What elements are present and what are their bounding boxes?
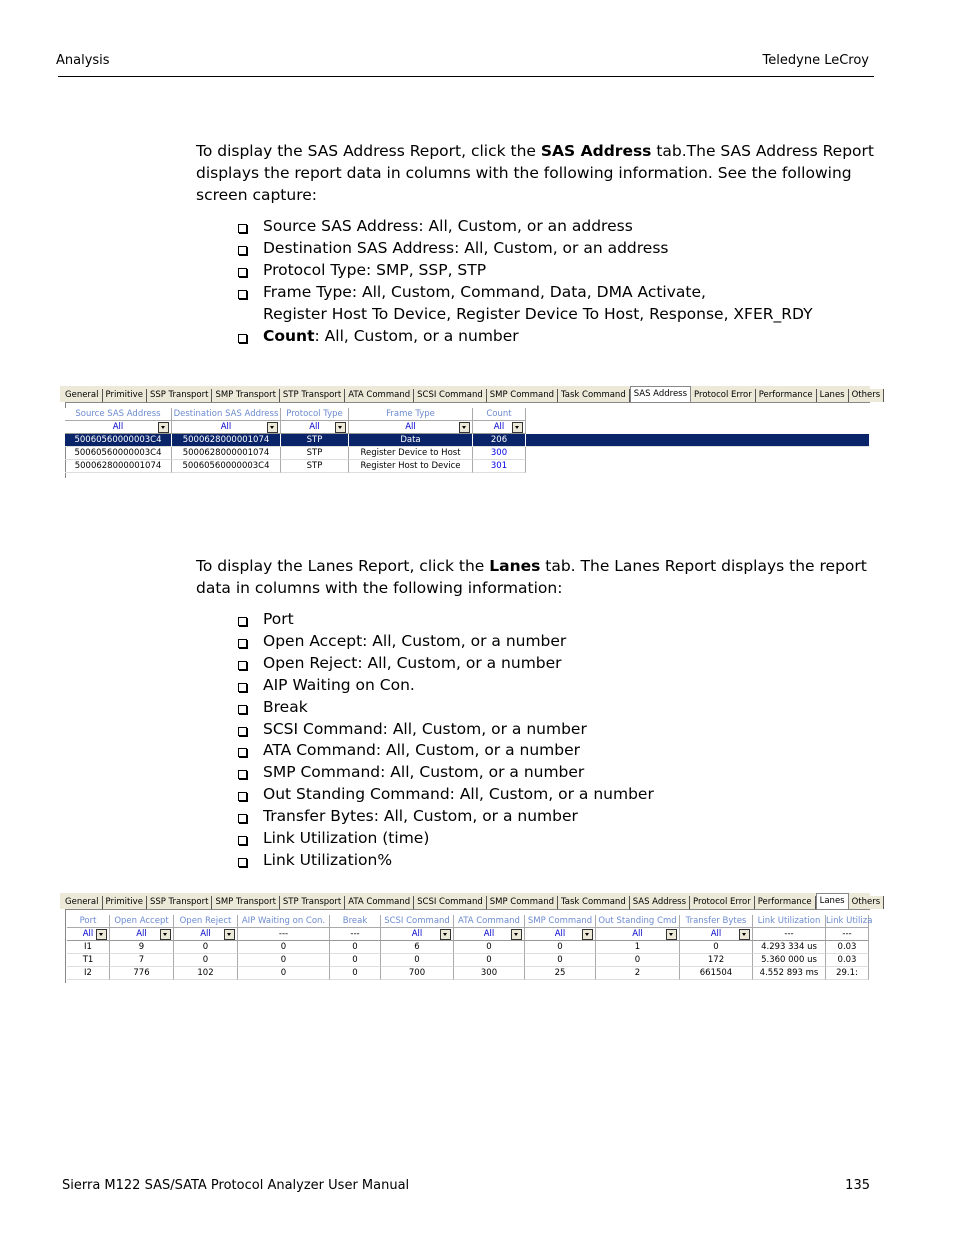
tab-task-command[interactable]: Task Command — [558, 896, 630, 909]
tab-performance[interactable]: Performance — [756, 389, 817, 402]
column-header[interactable]: Break — [330, 915, 381, 928]
chevron-down-icon[interactable] — [224, 929, 235, 940]
table-cell: 5000628000001074 — [172, 447, 281, 460]
tab-performance[interactable]: Performance — [755, 896, 816, 909]
table-cell: Data — [349, 434, 473, 447]
grid-filter-row — [67, 928, 870, 941]
table-cell: 0 — [525, 941, 596, 954]
table-row[interactable] — [65, 434, 870, 447]
row-fill — [526, 434, 870, 447]
column-filter[interactable] — [525, 928, 596, 941]
filter-value: All — [483, 929, 495, 939]
list-item: Open Accept: All, Custom, or a number — [236, 631, 654, 653]
column-filter[interactable] — [174, 928, 238, 941]
tab-stp-transport[interactable]: STP Transport — [280, 896, 345, 909]
filter-value: All — [710, 929, 722, 939]
column-header[interactable]: Count — [473, 408, 526, 421]
table-cell: 4.552 893 ms — [753, 967, 826, 980]
table-cell: 300 — [473, 447, 526, 460]
column-header[interactable]: Open Accept — [110, 915, 174, 928]
list-item: SMP Command: All, Custom, or a number — [236, 762, 654, 784]
list-item: Link Utilization (time) — [236, 828, 654, 850]
column-header[interactable]: Open Reject — [174, 915, 238, 928]
table-row[interactable] — [65, 460, 870, 473]
tab-general[interactable]: General — [62, 389, 103, 402]
column-filter[interactable] — [381, 928, 454, 941]
filter-value: All — [632, 929, 643, 939]
column-header[interactable]: ATA Command — [454, 915, 525, 928]
table-cell: 6 — [381, 941, 454, 954]
chevron-down-icon[interactable] — [267, 422, 278, 433]
list-item: Frame Type: All, Custom, Command, Data, DMA Activate, — [236, 282, 813, 304]
tab-smp-command[interactable]: SMP Command — [487, 896, 558, 909]
tab-ata-command[interactable]: ATA Command — [345, 389, 414, 402]
tab-sas-address[interactable]: SAS Address — [630, 386, 691, 402]
column-filter[interactable] — [596, 928, 680, 941]
chevron-down-icon[interactable] — [582, 929, 593, 940]
sas-address-report-screenshot — [60, 386, 881, 478]
table-cell: 29.1: — [826, 967, 869, 980]
column-header[interactable]: SCSI Command — [381, 915, 454, 928]
list-item: Open Reject: All, Custom, or a number — [236, 653, 654, 675]
column-header[interactable]: Source SAS Address — [65, 408, 172, 421]
chevron-down-icon[interactable] — [512, 422, 523, 433]
table-cell: 102 — [174, 967, 238, 980]
table-cell: 0 — [238, 941, 330, 954]
table-cell: I1 — [67, 941, 110, 954]
table-cell: STP — [281, 447, 349, 460]
chevron-down-icon[interactable] — [459, 422, 470, 433]
column-header[interactable]: Transfer Bytes — [680, 915, 753, 928]
table-cell: 661504 — [680, 967, 753, 980]
tab-smp-transport[interactable]: SMP Transport — [212, 389, 279, 402]
filter-value: All — [112, 422, 124, 432]
table-cell: 0 — [454, 954, 525, 967]
sas-address-grid — [65, 408, 870, 473]
lanes-bullet-list — [236, 609, 654, 872]
table-cell: 0 — [238, 954, 330, 967]
header-right: Teledyne LeCroy — [762, 53, 869, 68]
column-filter[interactable] — [110, 928, 174, 941]
tab-primitive[interactable]: Primitive — [103, 896, 147, 909]
table-cell: 50060560000003C4 — [172, 460, 281, 473]
column-header[interactable]: SMP Command — [525, 915, 596, 928]
tab-ata-command[interactable]: ATA Command — [345, 896, 414, 909]
column-filter[interactable] — [753, 928, 826, 941]
filter-value: --- — [784, 929, 794, 939]
column-header[interactable]: Out Standing Cmd — [596, 915, 680, 928]
table-cell: 700 — [381, 967, 454, 980]
filter-value: --- — [842, 929, 852, 939]
column-filter[interactable] — [680, 928, 753, 941]
tab-smp-command[interactable]: SMP Command — [487, 389, 558, 402]
list-item: Out Standing Command: All, Custom, or a number — [236, 784, 654, 806]
tab-sas-address[interactable]: SAS Address — [630, 896, 690, 909]
table-cell: 0 — [330, 967, 381, 980]
filter-value: All — [82, 929, 94, 939]
sas-intro: To display the SAS Address Report, click the SAS Address tab.The SAS Address Report displays the report data in columns with the following information. See the following screen capture: — [196, 142, 874, 204]
table-cell: Register Device to Host — [349, 447, 473, 460]
table-cell: 0 — [238, 967, 330, 980]
footer-title: Sierra M122 SAS/SATA Protocol Analyzer User Manual — [62, 1178, 410, 1193]
tab-protocol-error[interactable]: Protocol Error — [690, 896, 755, 909]
list-item: Count: All, Custom, or a number — [236, 326, 813, 348]
list-item: Break — [236, 697, 654, 719]
table-row[interactable] — [67, 954, 870, 967]
table-row[interactable] — [67, 967, 870, 980]
column-header[interactable]: Link Utilization — [753, 915, 826, 928]
header-left: Analysis — [56, 53, 110, 68]
table-cell: 0 — [330, 941, 381, 954]
filter-value: All — [220, 422, 232, 432]
table-cell: STP — [281, 460, 349, 473]
lanes-intro: To display the Lanes Report, click the Lanes tab. The Lanes Report displays the report data in columns with the following information: — [196, 557, 867, 597]
table-cell: 5.360 000 us — [753, 954, 826, 967]
filter-value: All — [309, 422, 320, 432]
list-item: Port — [236, 609, 654, 631]
tab-primitive[interactable]: Primitive — [103, 389, 147, 402]
table-cell: 206 — [473, 434, 526, 447]
table-cell: 4.293 334 us — [753, 941, 826, 954]
table-cell: Register Host to Device — [349, 460, 473, 473]
table-cell: 300 — [454, 967, 525, 980]
table-cell: 50060560000003C4 — [65, 447, 172, 460]
table-cell: 5000628000001074 — [65, 460, 172, 473]
chevron-down-icon[interactable] — [158, 422, 169, 433]
filter-value: --- — [350, 929, 360, 939]
table-cell: 172 — [680, 954, 753, 967]
table-cell: 0 — [525, 954, 596, 967]
grid-header-row — [65, 408, 870, 421]
list-item: Transfer Bytes: All, Custom, or a number — [236, 806, 654, 828]
column-filter[interactable] — [330, 928, 381, 941]
table-cell: 0 — [174, 954, 238, 967]
tab-lanes[interactable]: Lanes — [816, 893, 849, 909]
list-item: Source SAS Address: All, Custom, or an address — [236, 216, 813, 238]
table-cell: I2 — [67, 967, 110, 980]
list-item: AIP Waiting on Con. — [236, 675, 654, 697]
tab-ssp-transport[interactable]: SSP Transport — [147, 896, 213, 909]
chevron-down-icon[interactable] — [96, 929, 107, 940]
filter-value: All — [136, 929, 147, 939]
list-item: Link Utilization% — [236, 850, 654, 872]
table-cell: 0 — [596, 954, 680, 967]
column-filter[interactable] — [281, 421, 349, 434]
grid-filter-row — [65, 421, 870, 434]
tab-ssp-transport[interactable]: SSP Transport — [147, 389, 213, 402]
table-cell: STP — [281, 434, 349, 447]
table-row[interactable] — [65, 447, 870, 460]
column-filter[interactable] — [238, 928, 330, 941]
table-cell: 0.03 — [826, 941, 869, 954]
table-row[interactable] — [67, 941, 870, 954]
table-cell: 1 — [596, 941, 680, 954]
chevron-down-icon[interactable] — [511, 929, 522, 940]
table-cell: 0 — [381, 954, 454, 967]
chevron-down-icon[interactable] — [666, 929, 677, 940]
table-cell: 0.03 — [826, 954, 869, 967]
column-header[interactable]: Protocol Type — [281, 408, 349, 421]
column-header[interactable]: Destination SAS Address — [172, 408, 281, 421]
sas-bullet-list — [236, 216, 813, 347]
table-cell: 50060560000003C4 — [65, 434, 172, 447]
table-cell: 9 — [110, 941, 174, 954]
tab-task-command[interactable]: Task Command — [558, 389, 630, 402]
tab-general[interactable]: General — [62, 896, 103, 909]
chevron-down-icon[interactable] — [440, 929, 451, 940]
lanes-grid — [67, 915, 873, 980]
filter-value: All — [411, 929, 423, 939]
tab-protocol-error[interactable]: Protocol Error — [691, 389, 756, 402]
filter-value: All — [405, 422, 416, 432]
table-cell: 0 — [454, 941, 525, 954]
column-filter[interactable] — [454, 928, 525, 941]
table-cell: 776 — [110, 967, 174, 980]
tab-others[interactable]: Others — [849, 389, 885, 402]
filter-value: All — [493, 422, 505, 432]
table-cell: 0 — [330, 954, 381, 967]
filter-value: All — [554, 929, 566, 939]
list-item-continuation: Register Host To Device, Register Device To Host, Response, XFER_RDY — [263, 304, 813, 323]
report-tab-bar — [60, 386, 881, 403]
list-item: SCSI Command: All, Custom, or a number — [236, 719, 654, 741]
report-tab-bar — [60, 893, 881, 910]
tab-scsi-command[interactable]: SCSI Command — [414, 389, 487, 402]
column-header[interactable]: Frame Type — [349, 408, 473, 421]
column-filter[interactable] — [67, 928, 110, 941]
filter-value: All — [200, 929, 211, 939]
column-filter[interactable] — [473, 421, 526, 434]
tab-lanes[interactable]: Lanes — [817, 389, 849, 402]
table-cell: T1 — [67, 954, 110, 967]
tab-smp-transport[interactable]: SMP Transport — [212, 896, 279, 909]
grid-header-row — [67, 915, 873, 928]
filter-value: --- — [278, 929, 289, 939]
column-header[interactable]: Port — [67, 915, 110, 928]
column-filter[interactable] — [826, 928, 869, 941]
table-cell: 7 — [110, 954, 174, 967]
list-item: Protocol Type: SMP, SSP, STP — [236, 260, 813, 282]
column-header[interactable]: Link Utiliza — [826, 916, 873, 926]
page-number: 135 — [845, 1178, 870, 1193]
chevron-down-icon[interactable] — [160, 929, 171, 940]
list-item: Destination SAS Address: All, Custom, or an address — [236, 238, 813, 260]
tab-scsi-command[interactable]: SCSI Command — [414, 896, 487, 909]
chevron-down-icon[interactable] — [739, 929, 750, 940]
table-cell: 0 — [680, 941, 753, 954]
table-cell: 301 — [473, 460, 526, 473]
column-header[interactable]: AIP Waiting on Con. — [238, 915, 330, 928]
column-filter[interactable] — [349, 421, 473, 434]
table-cell: 2 — [596, 967, 680, 980]
header-rule — [58, 76, 874, 77]
column-filter[interactable] — [65, 421, 172, 434]
tab-others[interactable]: Others — [849, 896, 885, 909]
table-cell: 0 — [174, 941, 238, 954]
tab-stp-transport[interactable]: STP Transport — [280, 389, 345, 402]
table-cell: 5000628000001074 — [172, 434, 281, 447]
list-item: ATA Command: All, Custom, or a number — [236, 740, 654, 762]
lanes-report-screenshot — [60, 893, 881, 983]
column-filter[interactable] — [172, 421, 281, 434]
chevron-down-icon[interactable] — [335, 422, 346, 433]
table-cell: 25 — [525, 967, 596, 980]
